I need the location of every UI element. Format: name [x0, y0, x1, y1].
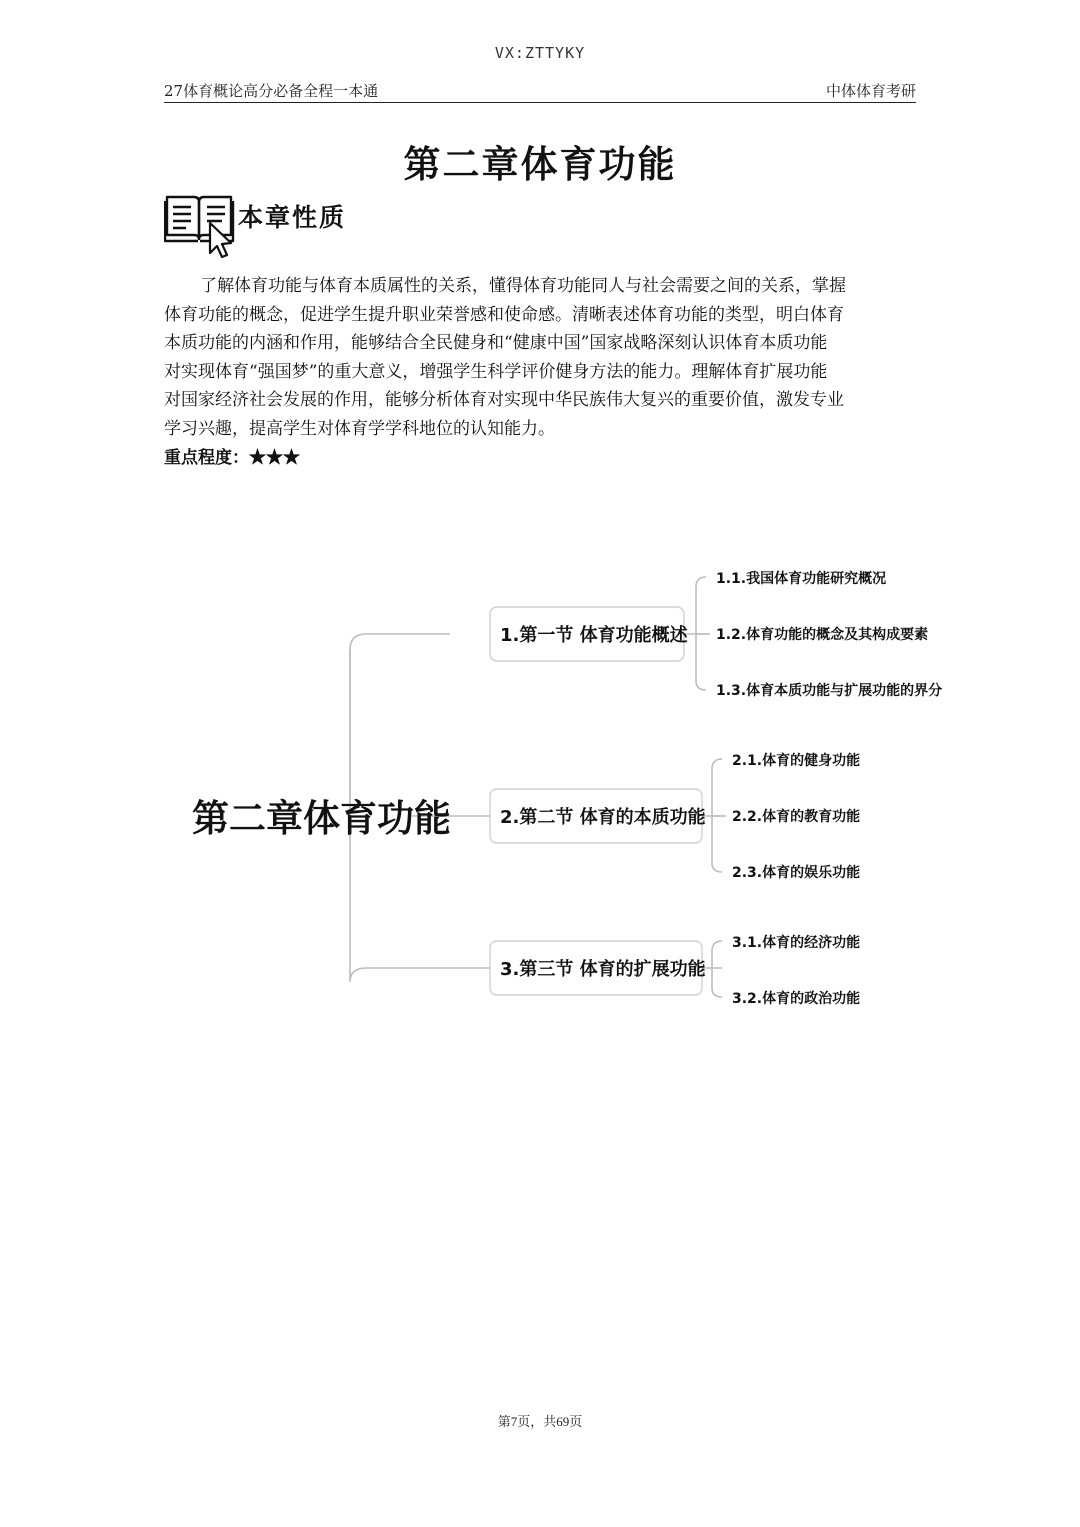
mindmap-leaf: 2.2.体育的教育功能: [732, 809, 861, 825]
description-line: 本质功能的内涵和作用，能够结合全民健身和“健康中国”国家战略深刻认识体育本质功能: [164, 333, 828, 353]
chapter-title: 第二章体育功能: [403, 142, 677, 186]
section-title: 本章性质: [238, 203, 347, 232]
mindmap-leaf: 2.3.体育的娱乐功能: [732, 865, 861, 881]
mindmap-branch-2: 2.第二节 体育的本质功能: [500, 807, 706, 828]
mindmap-leaf: 3.1.体育的经济功能: [732, 935, 861, 951]
mindmap-leaf: 3.2.体育的政治功能: [732, 991, 861, 1007]
importance-stars: ★★★: [249, 448, 300, 468]
header-book-title: 27体育概论高分必备全程一本通: [164, 82, 379, 100]
mindmap-leaf: 1.2.体育功能的概念及其构成要素: [716, 627, 929, 643]
mindmap-leaf: 1.3.体育本质功能与扩展功能的界分: [716, 683, 943, 699]
importance-label: 重点程度：: [164, 448, 249, 468]
description-line: 对实现体育“强国梦”的重大意义，增强学生科学评价健身方法的能力。理解体育扩展功能: [164, 361, 828, 382]
description-line: 学习兴趣，提高学生对体育学学科地位的认知能力。: [164, 418, 555, 439]
description-line: 了解体育功能与体育本质属性的关系，懂得体育功能同人与社会需要之间的关系，掌握: [200, 276, 846, 296]
mindmap-branch-1: 1.第一节 体育功能概述: [500, 625, 688, 646]
description-line: 对国家经济社会发展的作用，能够分析体育对实现中华民族伟大复兴的重要价值，激发专业: [164, 390, 844, 410]
page-number: 第7页，共69页: [497, 1414, 583, 1429]
watermark: VX:ZTTYKY: [494, 44, 586, 62]
header-publisher: 中体体育考研: [825, 82, 916, 100]
mindmap-leaf: 2.1.体育的健身功能: [732, 753, 861, 769]
mindmap-branch-3: 3.第三节 体育的扩展功能: [500, 959, 706, 980]
mindmap-root: 第二章体育功能: [192, 797, 451, 840]
mindmap-leaf: 1.1.我国体育功能研究概况: [716, 571, 887, 587]
description-line: 体育功能的概念，促进学生提升职业荣誉感和使命感。清晰表述体育功能的类型，明白体育: [164, 304, 844, 325]
